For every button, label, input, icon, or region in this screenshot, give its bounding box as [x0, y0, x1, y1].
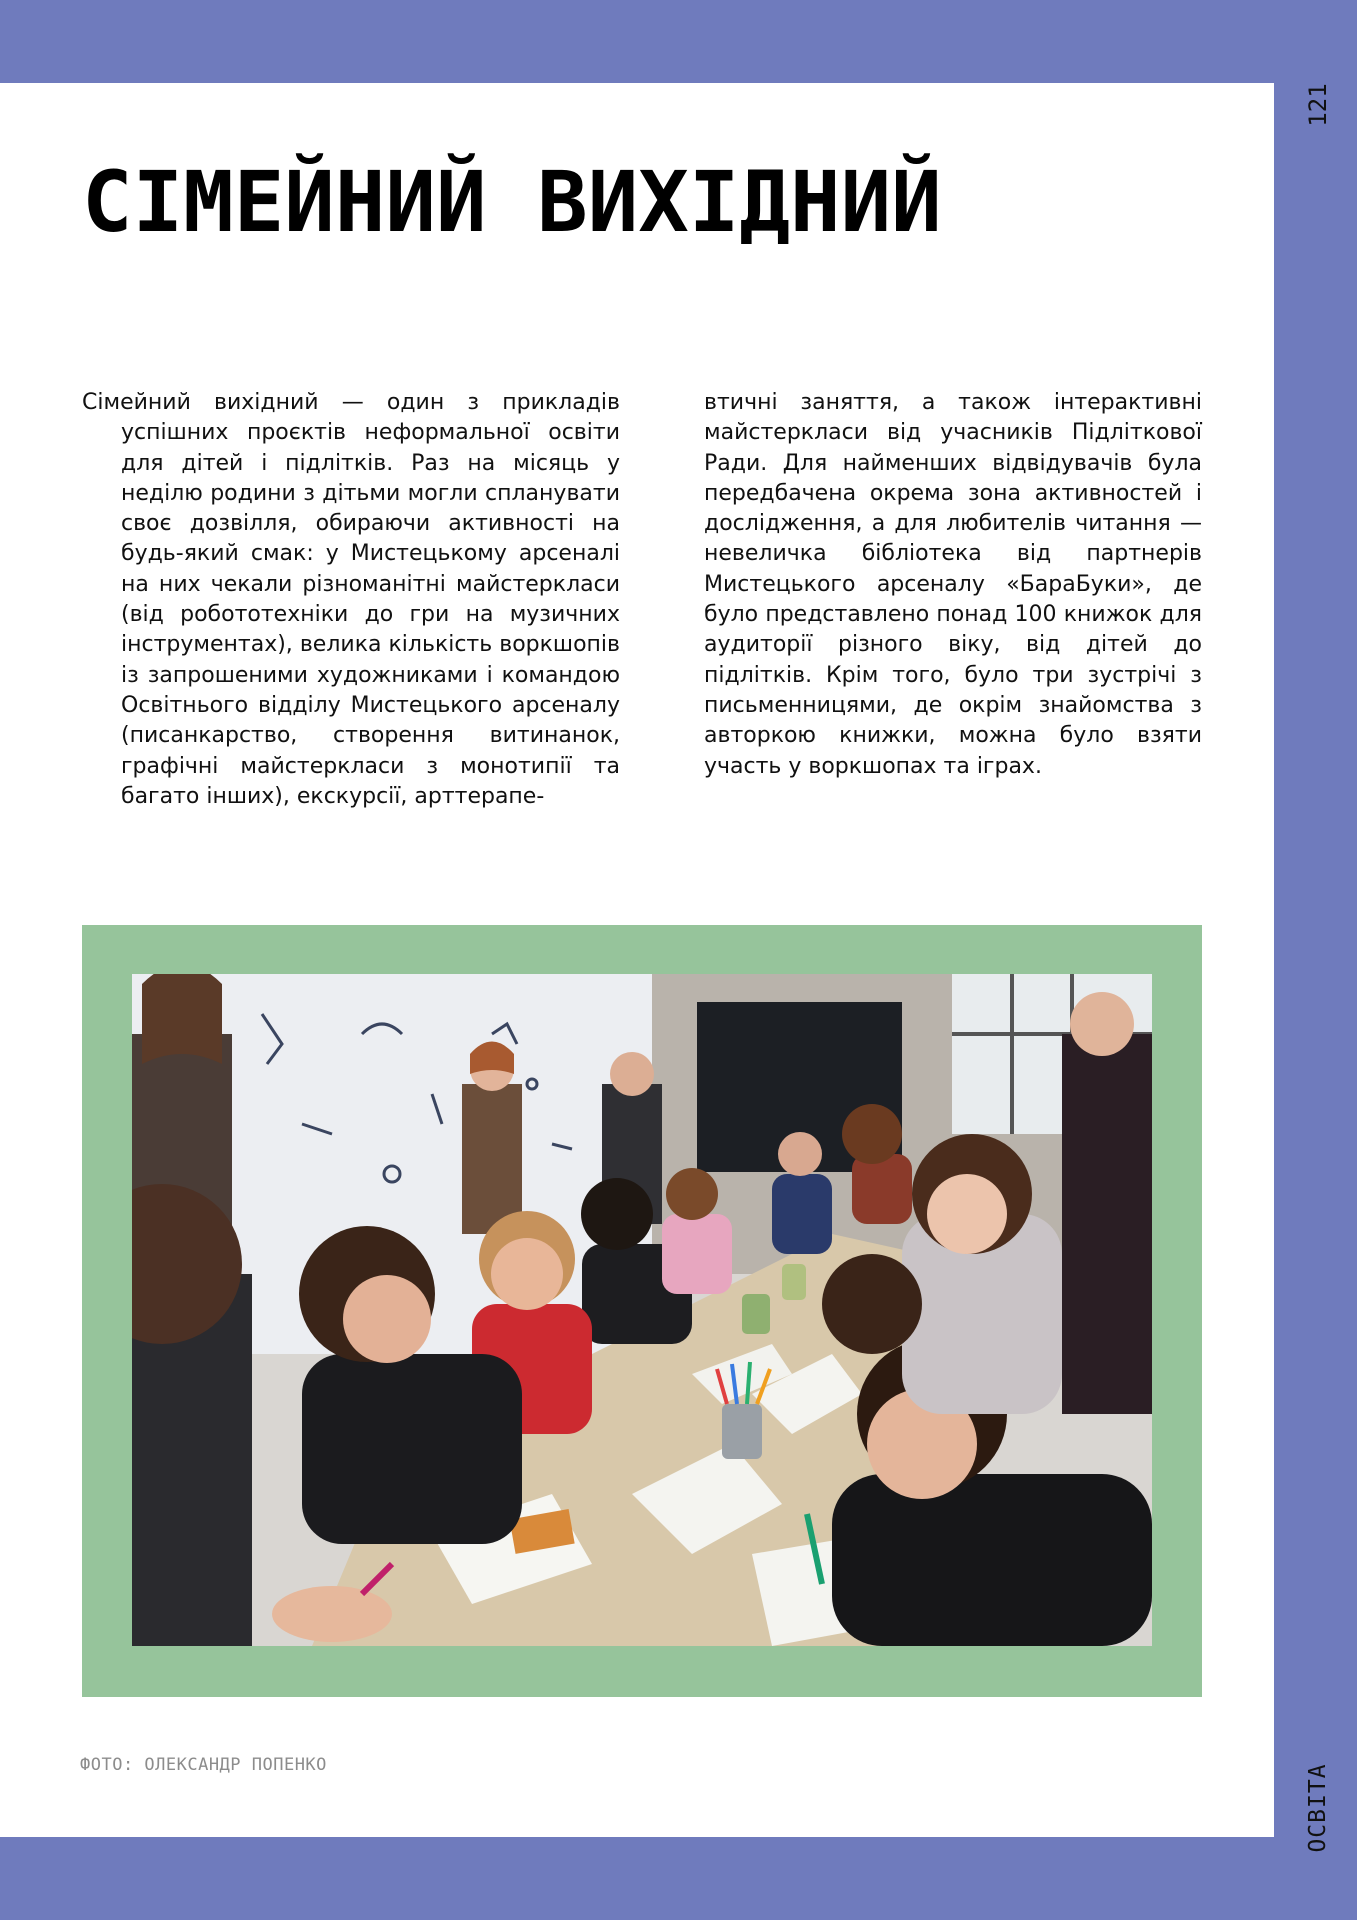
- workshop-photo-illustration: [132, 974, 1152, 1646]
- article-column-right: втичні заняття, а також інтерактивні майстеркласи від учасників Підліткової Ради. Для найменших відвідувачів була передбачена окрема зона активностей і дослідження, а для любителів читання — невеличка бібліотека від партнерів Мистецького арсеналу «БараБуки», де було представлено понад 100 книжок для аудиторії різного віку, від дітей до підлітків. Крім того, було три зустрічі з письменницями, де окрім знайомства з авторкою книжки, можна було взяти участь у воркшопах та іграх.: [704, 390, 1202, 779]
- workshop-photo: [132, 974, 1152, 1646]
- photo-frame: [82, 925, 1202, 1697]
- page-number: 121: [1304, 83, 1332, 127]
- article-column-left: Сімейний вихідний — один з прикладів успішних проєктів неформальної освіти для дітей і підлітків. Раз на місяць у неділю родини з дітьми могли спланувати своє дозвілля, обираючи активності на будь-який смак: у Мистецькому арсеналі на них чекали різноманітні майстеркласи (від робототехніки до гри на музичних інструментах), велика кількість воркшопів із запрошеними художниками і командою Освітнього відділу Мистецького арсеналу (писанкарство, створення витинанок, графічні майстеркласи з монотипії та багато інших), екскурсії, арттерапе-: [82, 390, 620, 809]
- article-title: СІМЕЙНИЙ ВИХІДНИЙ: [82, 153, 942, 251]
- photo-caption: ФОТО: ОЛЕКСАНДР ПОПЕНКО: [80, 1755, 327, 1775]
- section-label: ОСВІТА: [1305, 1763, 1331, 1853]
